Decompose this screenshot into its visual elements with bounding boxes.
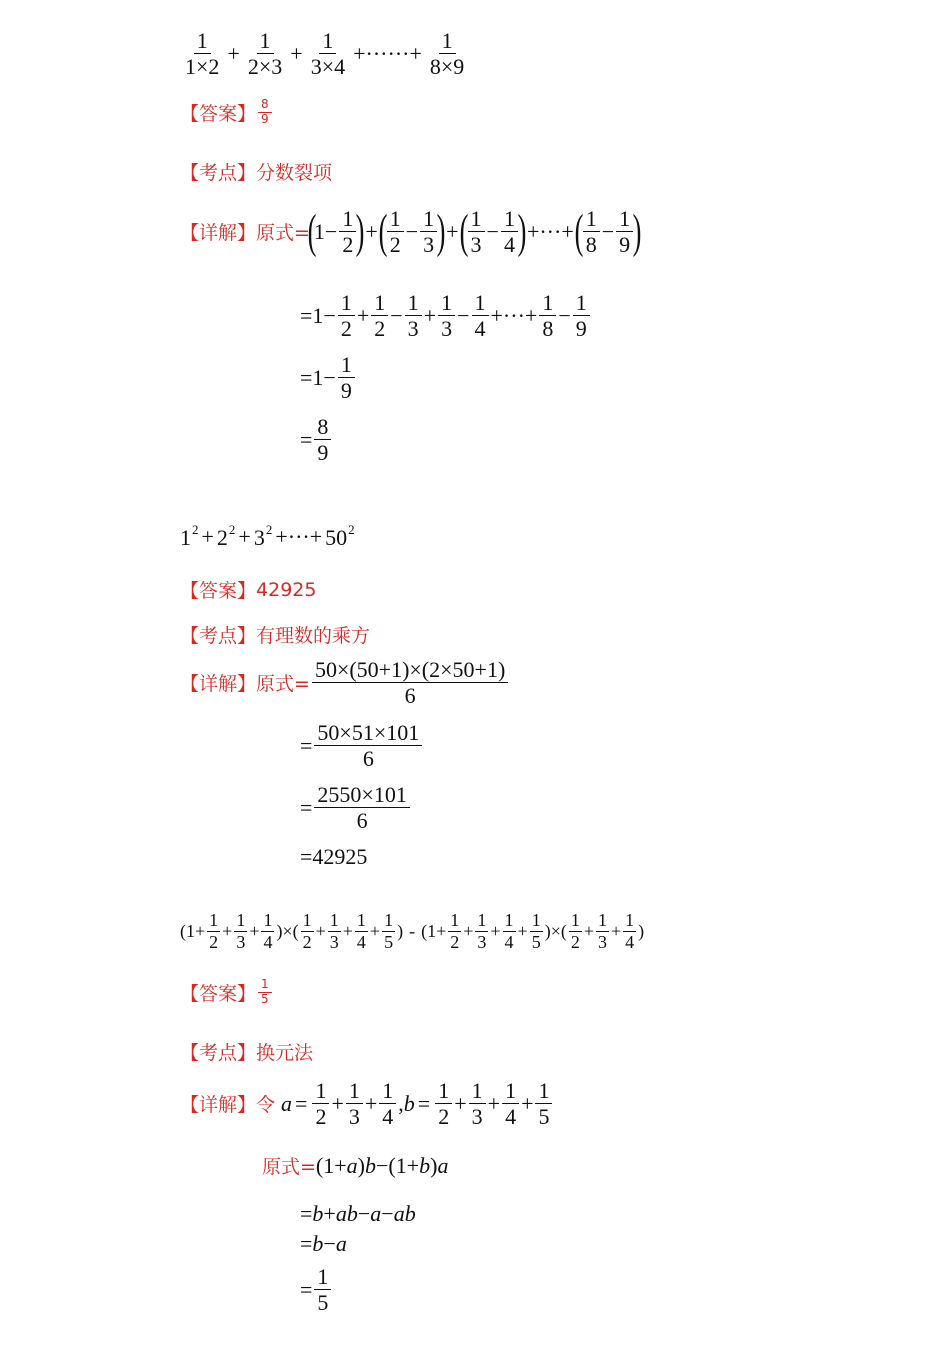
problem-2-solution-line-3: = $\frac{2550\times 101}{6}$ bbox=[300, 782, 412, 834]
problem-1-expression: $\frac{1}{1\times 2}$ + $\frac{1}{2\times 3}$ + $\frac{1}{3\times 4}$ +······+ $\frac{1}{8\times 9}$ bbox=[185, 28, 465, 80]
answer-label: 【答案】 bbox=[180, 580, 257, 602]
answer-label: 【答案】 bbox=[180, 102, 257, 125]
ling-text: 令 bbox=[256, 1094, 276, 1117]
yuanshi-text: 原式= bbox=[262, 1156, 316, 1178]
problem-2-solution-line-2: = $\frac{50\times 51\times 101}{6}$ bbox=[300, 720, 424, 772]
problem-3-solution-line-5: = $\frac{1}{5}$ bbox=[300, 1264, 333, 1316]
problem-2-answer bbox=[180, 576, 316, 603]
yuanshi-text: 原式= bbox=[256, 673, 310, 696]
topic-label: 【考点】 bbox=[180, 625, 257, 647]
final-value: 42925 bbox=[312, 844, 368, 869]
problem-1-solution-line-4: = $\frac{8}{9}$ bbox=[300, 414, 333, 466]
problem-1-answer bbox=[180, 98, 274, 127]
yuanshi-text: 原式= bbox=[256, 222, 310, 245]
problem-3-solution-line-2: 原式= (1+a)b−(1+b)a bbox=[262, 1152, 449, 1178]
answer-fraction: $\frac{8}{9}$ bbox=[258, 98, 272, 127]
problem-2-topic bbox=[180, 621, 370, 648]
problem-3-answer bbox=[180, 978, 274, 1007]
problem-3-topic bbox=[180, 1038, 313, 1065]
problem-3-solution-line-3: =b+ab−a−ab bbox=[300, 1201, 416, 1226]
problem-1-solution-line-1: 【详解】 原式= ( 1− $\frac{1}{2}$ ) + ( $\frac{1}{2}$ − $\frac{1}{3}$ ) + ( $\frac{1}{3}$ − $\frac{1}{4}$ ) +···+ ( $\frac{1}{8}$ − $\frac{1}{9}$ ) bbox=[180, 204, 642, 258]
problem-3-solution-line-4: =b−a bbox=[300, 1231, 347, 1256]
topic-label: 【考点】 bbox=[180, 162, 257, 184]
answer-fraction: $\frac{1}{5}$ bbox=[258, 978, 272, 1007]
problem-1-topic bbox=[180, 158, 332, 185]
answer-value: 42925 bbox=[256, 578, 317, 601]
detail-label: 【详解】 bbox=[180, 1094, 257, 1117]
topic-text: 换元法 bbox=[256, 1042, 314, 1064]
problem-3-solution-line-1: 【详解】 令 a = $\frac{1}{2}$ + $\frac{1}{3}$ + $\frac{1}{4}$ , b = $\frac{1}{2}$ + $\frac{1}{3}$ + $\frac{1}{4}$ + $\frac{1}{5}$ bbox=[180, 1078, 554, 1130]
topic-text: 有理数的乘方 bbox=[256, 625, 371, 647]
problem-1-solution-line-2: =1− $\frac{1}{2}$ + $\frac{1}{2}$ − $\frac{1}{3}$ + $\frac{1}{3}$ − $\frac{1}{4}$ +···+ $\frac{1}{8}$ − $\frac{1}{9}$ bbox=[300, 290, 592, 342]
answer-label: 【答案】 bbox=[180, 982, 257, 1005]
detail-label: 【详解】 bbox=[180, 222, 257, 245]
problem-1-solution-line-3: =1− $\frac{1}{9}$ bbox=[300, 352, 357, 404]
problem-2-solution-line-4: = 42925 bbox=[300, 844, 368, 869]
problem-2-expression: $1^2$ + $2^2$ + $3^2$ +···+ $50^2$ bbox=[180, 522, 355, 550]
topic-text: 分数裂项 bbox=[256, 162, 333, 184]
topic-label: 【考点】 bbox=[180, 1042, 257, 1064]
detail-label: 【详解】 bbox=[180, 673, 257, 696]
problem-3-expression: (1+ $\frac{1}{2}$ + $\frac{1}{3}$ + $\frac{1}{4}$ )×( $\frac{1}{2}$ + $\frac{1}{3}$ + $\frac{1}{4}$ + $\frac{1}{5}$ ) - (1+ $\frac{1}{2}$ + $\frac{1}{3}$ + $\frac{1}{4}$ + $\frac{1}{5}$ )×( $\frac{1}{2}$ + $\frac{1}{3}$ + $\frac{1}{4}$ ) bbox=[180, 910, 645, 952]
problem-2-solution-line-1: 【详解】 原式= $\frac{50\times(50+1)\times(2\times 50+1)}{6}$ bbox=[180, 657, 510, 709]
